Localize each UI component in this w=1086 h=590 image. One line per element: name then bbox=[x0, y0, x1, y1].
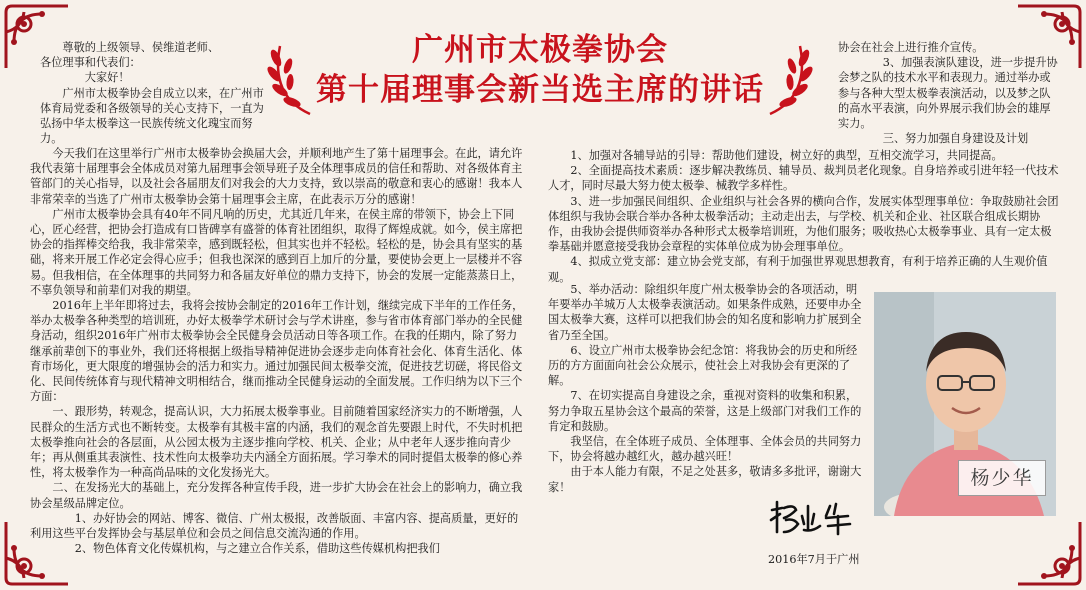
paragraph: 7、在切实提高自身建设之余，重视对资料的收集和积累，努力争取五星协会这个最高的荣誉，这是上级部门对我们工作的肯定和鼓励。 bbox=[548, 389, 862, 433]
right-narrow-column bbox=[548, 282, 868, 495]
right-top-block bbox=[838, 40, 1058, 146]
paragraph: 2、物色体育文化传媒机构，与之建立合作关系，借助这些传媒机构把我们 bbox=[74, 542, 440, 556]
paragraph: 1、加强对各辅导站的引导：帮助他们建设，树立好的典型，互相交流学习，共同提高。 bbox=[570, 149, 1003, 162]
section-heading: 三、努力加强自身建设及计划 bbox=[882, 132, 1029, 146]
paragraph: 3、加强表演队建设，进一步提升协会梦之队的技术水平和表现力。通过举办或参与各种大型太极拳表演活动，以及梦之队的高水平表演，向外界展示我们协会的雄厚实力。 bbox=[838, 56, 1058, 131]
paragraph: 5、举办活动：除组织年度广州太极拳协会的各项活动，明年要举办羊城万人太极拳表演活动。如果条件成熟，还要申办全国太极拳大赛，这样可以把我们协会的知名度和影响力扩展到全省乃至全国。 bbox=[548, 283, 862, 342]
left-column bbox=[30, 146, 526, 556]
corner-ornament-icon bbox=[1014, 518, 1084, 588]
paragraph: 二、在发扬光大的基础上，充分发挥各种宣传手段，进一步扩大协会在社会上的影响力，确立我协会星级品牌定位。 bbox=[30, 481, 523, 510]
salutation-line: 大家好！ bbox=[84, 71, 130, 85]
photo-caption: 杨少华 bbox=[958, 460, 1046, 496]
paragraph: 3、进一步加强民间组织、企业组织与社会各界的横向合作，发展实体型理事单位：争取鼓励社会团体组织与我协会联合举办各种太极拳活动；主动走出去，与学校、机关和企业、社区联合组成长期协作，由我协会提供师资举办各种形式太极拳培训班，为他们服务；吸收热心太极拳事业、具有一定太极拳基础并愿意接受我协会章程的实体单位成为协会理事单位。 bbox=[548, 194, 1059, 254]
laurel-icon bbox=[760, 36, 820, 116]
paragraph: 协会在社会上进行推介宣传。 bbox=[838, 41, 984, 54]
paragraph: 4、拟成立党支部：建立协会党支部，有利于加强世界观思想教育，有利于培养正确的人生观价值观。 bbox=[548, 255, 1048, 284]
paragraph: 广州市太极拳协会具有40年不同凡响的历史，尤其近几年来，在侯主席的带领下，协会上下同心，匠心经营，把协会打造成有口皆碑享有盛誉的体育社团组织，取得了辉煌成就。如今，侯主席把协会的指挥棒交给我，我非常荣幸，感到既轻松，但其实也并不轻松。轻松的是，协会具有坚实的基础，将来开展工作必定会得心应手；但我也深深的感到百上加斤的分量，要使协会更上一层楼并不容易。但我相信，在全体理事的共同努力和各届友好单位的鼎力支持下，协会的发展一定能蒸蒸日上，不辜负领导和前辈们对我的期望。 bbox=[30, 207, 523, 297]
headline-line2: 第十届理事会新当选主席的讲话 bbox=[316, 72, 764, 108]
paragraph: 6、设立广州市太极拳协会纪念馆：将我协会的历史和所经历的方方面面向社会公众展示，使社会上对我协会有更深的了解。 bbox=[548, 343, 858, 388]
paragraph: 我坚信，在全体班子成员、全体理事、全体会员的共同努力下，协会将越办越红火，越办越兴旺！ bbox=[548, 435, 862, 464]
paragraph: 由于本人能力有限，不足之处甚多，敬请多多批评，谢谢大家！ bbox=[548, 465, 862, 494]
salutation-line: 尊敬的上级领导、侯维道老师、 bbox=[62, 41, 220, 54]
paragraph: 1、办好协会的网站、博客、微信、广州太极报，改善版面、丰富内容、提高质量，更好的利用这些平台发挥协会与基层单位和会员之间信息交流沟通的作用。 bbox=[30, 511, 519, 541]
right-column bbox=[548, 148, 1060, 285]
paragraph: 今天我们在这里举行广州市太极拳协会换届大会，并顺利地产生了第十届理事会。在此，请允许我代表第十届理事会全体成员对第九届理事会领导班子及全体理事成员的信任和帮助、对各级体育主管部门的关心指导，以及社会各届朋友们对我会的大力支持，致以崇高的敬意和衷心的感谢！我本人非常荣幸的当选了广州市太极拳协会第十届理事会主席，在此表示万分的感谢！ bbox=[30, 147, 523, 206]
paragraph: 2016年上半年即将过去，我将会按协会制定的2016年工作计划，继续完成下半年的工作任务，举办太极拳各种类型的培训班，办好太极拳学术研讨会与学术讲座，参与省市体育部门举办的全民健身活动，组织2016年广州市太极拳协会全民健身会员活动日等各项工作。在我的任期内，除了努力继承前辈创下的事业外，我们还将根据上级指导精神促进协会逐步走向体育社会化、体育生活化、体育市场化，更大限度的增强协会的活力和实力。通过加强民间太极拳交流，促进技艺切磋，将民俗文化、民间传统体育与现代精神文明相结合，继而推动全民健身运动的全面发展。工作归纳为以下三个方面： bbox=[30, 299, 524, 404]
salutation-line: 各位理事和代表们： bbox=[40, 56, 141, 70]
paragraph: 一、跟形势，转观念，提高认识，大力拓展太极拳事业。目前随着国家经济实力的不断增强，人民群众的生活方式也不断转变。太极拳有其极丰富的内涵，我们的观念首先要跟上时代，不失时机把太极拳推向社会的各层面，从公园太极为主逐步推向学校、机关、企业；从中老年人逐步推向青少年；再从侧重其表演性、技术性向太极拳功夫内涵全方面拓展。学习拳术的同时提倡太极拳的修心养性，将太极拳作为一种高尚品味的文化发扬光大。 bbox=[30, 405, 523, 480]
greeting-block bbox=[40, 40, 272, 146]
headline bbox=[260, 30, 820, 120]
paragraph: 2、全面提高技术素质：逐步解决教练员、辅导员、裁判员老化现象。自身培养或引进年轻一代技术人才，同时尽最大努力使太极拳、械教学多样性。 bbox=[548, 164, 1059, 193]
headline-line1: 广州市太极拳协会 bbox=[412, 32, 668, 68]
handwritten-signature bbox=[768, 498, 868, 538]
date-line: 2016年7月于广州 bbox=[768, 553, 860, 566]
paragraph: 广州市太极拳协会自成立以来，在广州市体育局党委和各级领导的关心支持下，一直为弘扬中华太极拳这一民族传统文化瑰宝而努力。 bbox=[40, 86, 264, 146]
